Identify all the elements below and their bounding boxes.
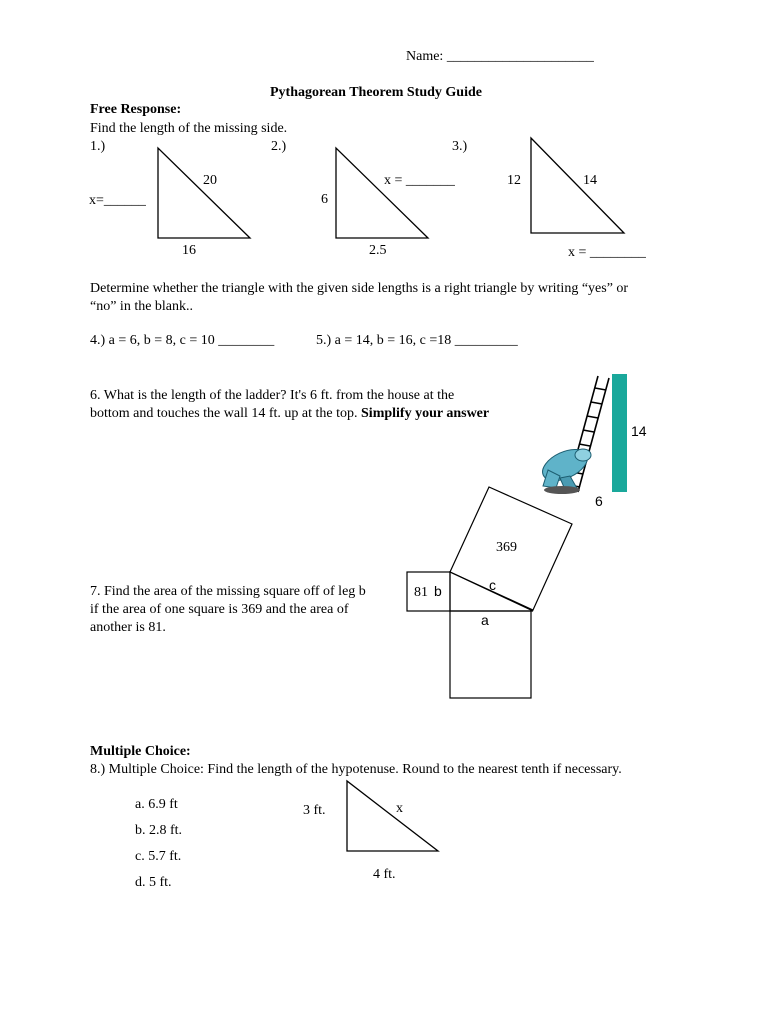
question-5: 5.) a = 14, b = 16, c =18 _________: [316, 333, 518, 348]
wall-height-label: 14: [631, 423, 647, 439]
mc-leg-vertical-label: 3 ft.: [303, 803, 326, 818]
mc-hypotenuse-label: x: [396, 801, 403, 816]
problem-1-number: 1.): [90, 139, 106, 154]
option-a: a. 6.9 ft: [135, 797, 178, 812]
free-response-heading: Free Response:: [90, 102, 182, 117]
right-triangle-instruction-1: Determine whether the triangle with the given side lengths is a right triangle by writing “yes” or: [90, 281, 629, 296]
small-square-area-label: 81: [414, 585, 428, 600]
question-4: 4.) a = 6, b = 8, c = 10 ________: [90, 333, 275, 348]
problem-2-number: 2.): [271, 139, 287, 154]
ground-distance-label: 6: [595, 493, 603, 509]
mc-triangle: [347, 781, 438, 851]
option-b: b. 2.8 ft.: [135, 823, 183, 838]
hypotenuse-c-label: c: [489, 577, 496, 593]
problem-3-hyp-label: 14: [583, 173, 597, 188]
problem-1-answer-blank: x=______: [89, 193, 146, 208]
problem-1-base-label: 16: [182, 243, 196, 258]
question-6-emphasis: Simplify your answer: [361, 406, 490, 421]
multiple-choice-heading: Multiple Choice:: [90, 744, 191, 759]
problem-2-base-label: 2.5: [369, 243, 387, 258]
question-7-line-1: 7. Find the area of the missing square off of leg b: [90, 584, 366, 599]
question-6-line-1: 6. What is the length of the ladder? It's 6 ft. from the house at the: [90, 388, 455, 403]
problem-1-hyp-label: 20: [203, 173, 217, 188]
option-c: c. 5.7 ft.: [135, 849, 182, 864]
question-7-line-2: if the area of one square is 369 and the area of: [90, 602, 349, 617]
problem-3-answer-blank: x = ________: [568, 245, 646, 260]
option-d: d. 5 ft.: [135, 875, 172, 890]
problem-3-number: 3.): [452, 139, 468, 154]
problem-2-leg-label: 6: [321, 192, 328, 207]
leg-b-label: b: [434, 583, 442, 599]
leg-a-label: a: [481, 612, 489, 628]
problem-2-answer-blank: x = _______: [384, 173, 455, 188]
question-8: 8.) Multiple Choice: Find the length of the hypotenuse. Round to the nearest tenth if necessary.: [90, 762, 622, 777]
mc-leg-horizontal-label: 4 ft.: [373, 867, 396, 882]
big-square-area-label: 369: [496, 540, 517, 555]
question-7-line-3: another is 81.: [90, 620, 166, 635]
name-line: Name: _____________________: [406, 49, 594, 64]
problem-3-leg-label: 12: [507, 173, 521, 188]
page-title: Pythagorean Theorem Study Guide: [270, 85, 482, 100]
right-triangle-instruction-2: “no” in the blank..: [90, 299, 194, 314]
question-6-text: bottom and touches the wall 14 ft. up at the top.: [90, 406, 362, 421]
free-response-instruction: Find the length of the missing side.: [90, 121, 288, 136]
